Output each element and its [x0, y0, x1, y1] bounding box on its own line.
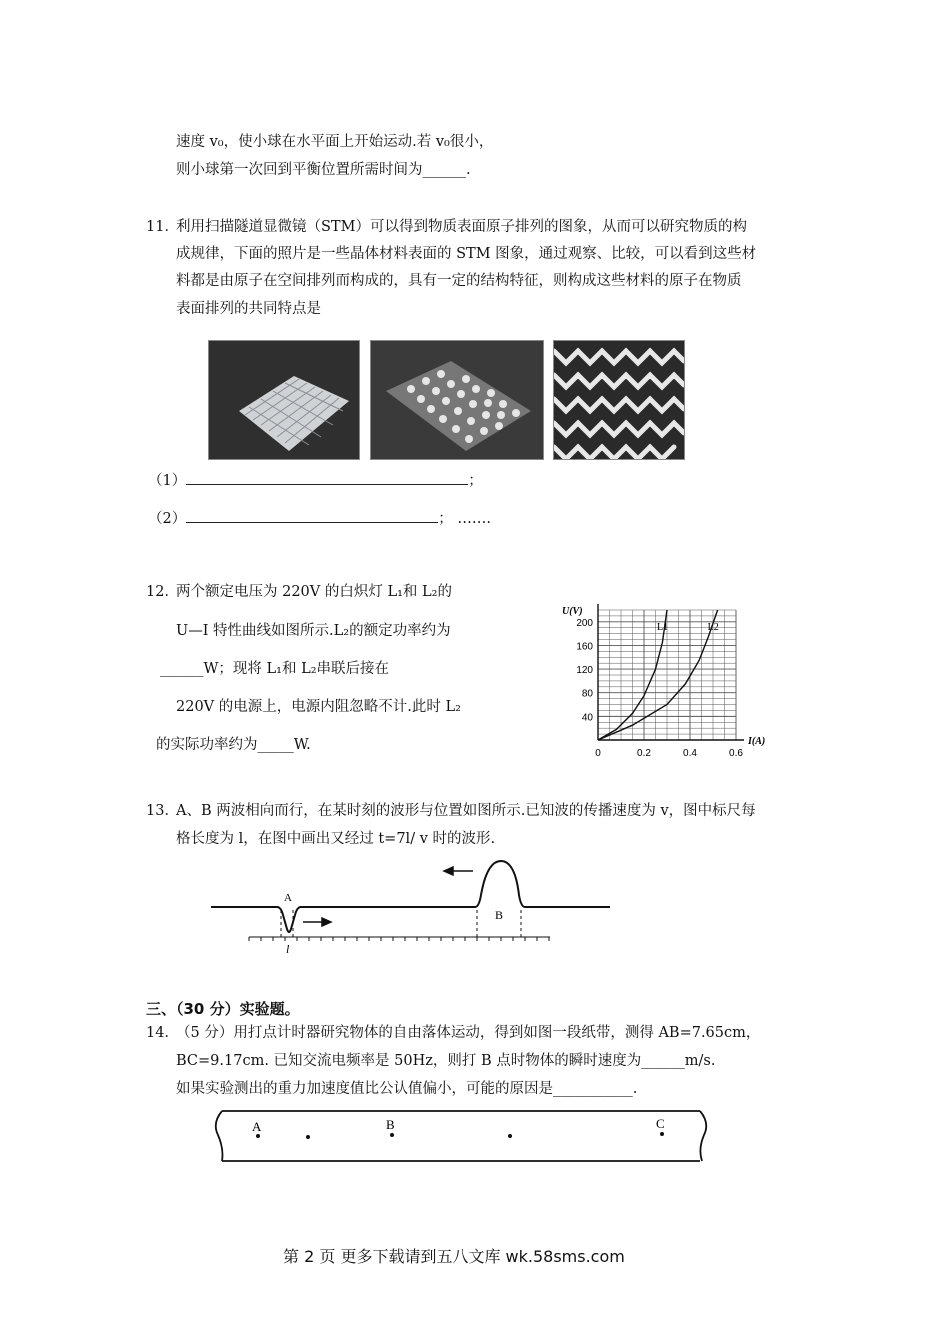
wave-scale-ruler [249, 937, 550, 941]
tape-dot-b [390, 1133, 394, 1137]
tape-dot-1 [306, 1135, 310, 1139]
q12-number: 12． [146, 584, 179, 600]
y-tick-label-2: 120 [576, 665, 593, 677]
series-label-L2: L2 [707, 622, 719, 633]
q12-line-3: ______W；现将 L₁和 L₂串联后接在 [160, 661, 390, 677]
paper-tape [210, 1105, 720, 1167]
q12-line-2: U—I 特性曲线如图所示.L₂的额定功率约为 [176, 623, 451, 639]
q14-line-2: BC=9.17cm. 已知交流电频率是 50Hz，则打 B 点时物体的瞬时速度为______m/s. [176, 1053, 716, 1069]
q12-line-4: 220V 的电源上，电源内阻忽略不计.此时 L₂ [176, 699, 461, 715]
series-label-L1: L1 [657, 622, 669, 633]
q11-answer-2-blank[interactable] [186, 508, 438, 523]
q11-answer-2 [148, 508, 491, 528]
q11-line-3: 料都是由原子在空间排列而构成的，具有一定的结构特征，则构成这些材料的原子在物质 [176, 273, 742, 289]
y-tick-label-1: 80 [581, 688, 593, 700]
wave-profile [211, 861, 610, 932]
x-tick-label-2: 0.4 [683, 748, 697, 759]
q11-line-2: 成规律，下面的照片是一些晶体材料表面的 STM 图象，通过观察、比较，可以看到这些材 [176, 246, 757, 262]
y-tick-label-3: 160 [576, 641, 593, 653]
stm-image-honeycomb [370, 340, 544, 460]
wave-label-b: B [495, 908, 504, 922]
tape-label-c: C [656, 1116, 665, 1131]
tape-dot-2 [508, 1134, 512, 1138]
q10-line-1: 速度 v₀，使小球在水平面上开始运动.若 v₀很小， [176, 134, 494, 150]
x-tick-label-0: 0 [595, 748, 601, 759]
q11-number: 11． [146, 219, 179, 235]
q14-number: 14． [146, 1025, 179, 1041]
wave-diagram [205, 855, 615, 955]
q11-answer-2-end: ； ……. [438, 511, 491, 527]
page-footer: 第 2 页 更多下载请到五八文库 wk.58sms.com [283, 1247, 625, 1266]
section-3-title: 三、（30 分）实验题。 [146, 1000, 300, 1018]
stm-image-lattice [208, 340, 360, 460]
q12-line-1: 两个额定电压为 220V 的白炽灯 L₁和 L₂的 [176, 584, 452, 600]
tape-label-b: B [386, 1117, 395, 1132]
tape-dot-a [256, 1134, 260, 1138]
q11-line-1: 利用扫描隧道显微镜（STM）可以得到物质表面原子排列的图象，从而可以研究物质的构 [176, 219, 747, 235]
q14-line-3: 如果实验测出的重力加速度值比公认值偏小，可能的原因是___________. [176, 1081, 638, 1097]
wave-label-a: A [284, 892, 292, 904]
tape-dot-c [660, 1132, 664, 1136]
x-tick-label-3: 0.6 [729, 748, 743, 759]
q13-number: 13． [146, 803, 179, 819]
q11-answer-1-blank[interactable] [186, 470, 468, 485]
stm-image-zigzag [553, 340, 685, 460]
q12-line-5: 的实际功率约为_____W. [156, 737, 311, 753]
tape-label-a: A [252, 1119, 262, 1134]
q11-answer-2-label: （2） [148, 511, 187, 527]
x-tick-label-1: 0.2 [637, 748, 651, 759]
q10-line-2: 则小球第一次回到平衡位置所需时间为______. [176, 162, 471, 178]
q11-answer-1 [148, 470, 483, 490]
q13-line-2: 格长度为 l，在图中画出又经过 t=7l/ v 时的波形. [176, 831, 496, 847]
wave-label-l: l [286, 942, 290, 955]
y-axis-label: U(V) [562, 606, 583, 617]
ui-characteristic-chart [560, 600, 790, 765]
y-tick-label-4: 200 [576, 617, 593, 629]
q13-line-1: A、B 两波相向而行，在某时刻的波形与位置如图所示.已知波的传播速度为 v，图中标尺每 [176, 803, 756, 819]
q11-answer-1-end: ； [468, 473, 483, 489]
y-tick-label-0: 40 [581, 712, 593, 724]
q11-answer-1-label: （1） [148, 473, 187, 489]
q11-line-4: 表面排列的共同特点是 [176, 301, 321, 317]
q14-line-1: （5 分）用打点计时器研究物体的自由落体运动，得到如图一段纸带，测得 AB=7.65cm， [176, 1025, 761, 1041]
x-axis-label: I(A) [748, 736, 766, 747]
